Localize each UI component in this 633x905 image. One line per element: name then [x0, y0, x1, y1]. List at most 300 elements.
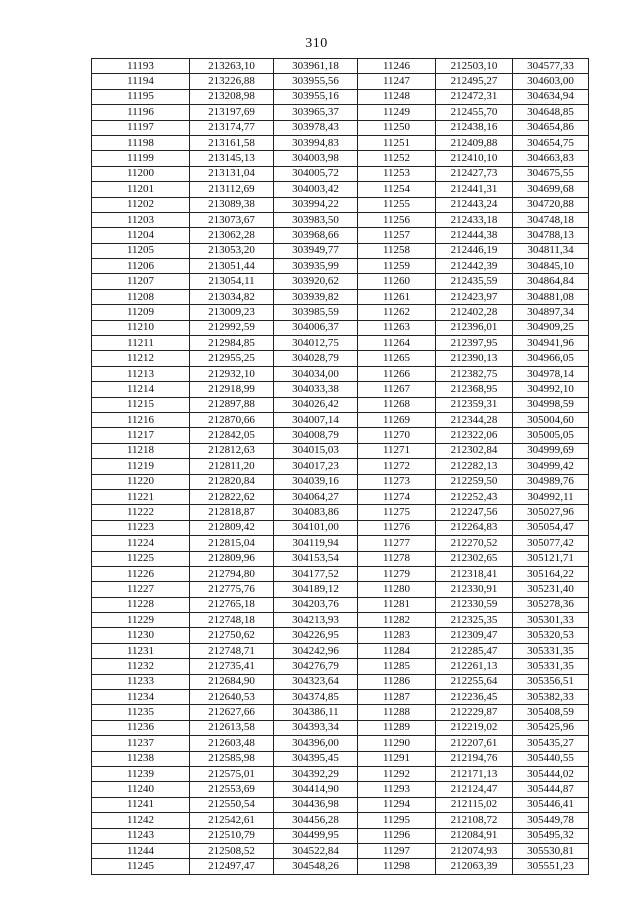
y-coordinate-left-cell: 303939,82 [274, 289, 358, 304]
y-coordinate-right-cell: 305320,53 [513, 628, 589, 643]
point-number-right-cell: 11295 [358, 813, 436, 828]
x-coordinate-right-cell: 212409,88 [436, 135, 513, 150]
x-coordinate-left-cell: 212550,54 [190, 797, 274, 812]
y-coordinate-right-cell: 305382,33 [513, 690, 589, 705]
y-coordinate-left-cell: 304189,12 [274, 582, 358, 597]
x-coordinate-left-cell: 212497,47 [190, 859, 274, 874]
point-number-left-cell: 11203 [92, 212, 190, 227]
y-coordinate-left-cell: 304396,00 [274, 736, 358, 751]
y-coordinate-left-cell: 304026,42 [274, 397, 358, 412]
x-coordinate-left-cell: 213174,77 [190, 120, 274, 135]
y-coordinate-right-cell: 304881,08 [513, 289, 589, 304]
y-coordinate-left-cell: 303935,99 [274, 259, 358, 274]
y-coordinate-right-cell: 305551,23 [513, 859, 589, 874]
x-coordinate-right-cell: 212252,43 [436, 489, 513, 504]
y-coordinate-right-cell: 304811,34 [513, 243, 589, 258]
y-coordinate-left-cell: 303949,77 [274, 243, 358, 258]
x-coordinate-left-cell: 213089,38 [190, 197, 274, 212]
y-coordinate-left-cell: 303920,62 [274, 274, 358, 289]
point-number-right-cell: 11283 [358, 628, 436, 643]
y-coordinate-right-cell: 305231,40 [513, 582, 589, 597]
point-number-right-cell: 11277 [358, 536, 436, 551]
x-coordinate-right-cell: 212229,87 [436, 705, 513, 720]
point-number-right-cell: 11289 [358, 720, 436, 735]
x-coordinate-left-cell: 212510,79 [190, 828, 274, 843]
point-number-left-cell: 11213 [92, 366, 190, 381]
table-row [92, 674, 589, 689]
x-coordinate-right-cell: 212330,91 [436, 582, 513, 597]
y-coordinate-right-cell: 305425,96 [513, 720, 589, 735]
x-coordinate-left-cell: 213009,23 [190, 305, 274, 320]
x-coordinate-left-cell: 212748,71 [190, 643, 274, 658]
x-coordinate-left-cell: 212748,18 [190, 613, 274, 628]
y-coordinate-right-cell: 304864,84 [513, 274, 589, 289]
point-number-right-cell: 11278 [358, 551, 436, 566]
point-number-left-cell: 11245 [92, 859, 190, 874]
point-number-right-cell: 11254 [358, 182, 436, 197]
x-coordinate-left-cell: 212842,05 [190, 428, 274, 443]
y-coordinate-right-cell: 304699,68 [513, 182, 589, 197]
table-row [92, 720, 589, 735]
x-coordinate-right-cell: 212063,39 [436, 859, 513, 874]
point-number-left-cell: 11229 [92, 613, 190, 628]
y-coordinate-left-cell: 304005,72 [274, 166, 358, 181]
x-coordinate-left-cell: 213145,13 [190, 151, 274, 166]
point-number-right-cell: 11296 [358, 828, 436, 843]
y-coordinate-left-cell: 304276,79 [274, 659, 358, 674]
x-coordinate-left-cell: 212640,53 [190, 690, 274, 705]
x-coordinate-right-cell: 212396,01 [436, 320, 513, 335]
table-row [92, 412, 589, 427]
y-coordinate-left-cell: 304015,03 [274, 443, 358, 458]
x-coordinate-left-cell: 212684,90 [190, 674, 274, 689]
y-coordinate-left-cell: 304039,16 [274, 474, 358, 489]
x-coordinate-right-cell: 212255,64 [436, 674, 513, 689]
y-coordinate-right-cell: 305331,35 [513, 643, 589, 658]
x-coordinate-left-cell: 213208,98 [190, 89, 274, 104]
point-number-right-cell: 11294 [358, 797, 436, 812]
x-coordinate-right-cell: 212438,16 [436, 120, 513, 135]
y-coordinate-left-cell: 304033,38 [274, 382, 358, 397]
table-row [92, 243, 589, 258]
point-number-left-cell: 11241 [92, 797, 190, 812]
point-number-right-cell: 11274 [358, 489, 436, 504]
y-coordinate-left-cell: 304386,11 [274, 705, 358, 720]
table-row [92, 320, 589, 335]
y-coordinate-right-cell: 305408,59 [513, 705, 589, 720]
x-coordinate-right-cell: 212455,70 [436, 105, 513, 120]
table-row [92, 659, 589, 674]
x-coordinate-right-cell: 212443,24 [436, 197, 513, 212]
point-number-right-cell: 11259 [358, 259, 436, 274]
point-number-left-cell: 11227 [92, 582, 190, 597]
x-coordinate-left-cell: 213263,10 [190, 59, 274, 74]
y-coordinate-left-cell: 304203,76 [274, 597, 358, 612]
x-coordinate-right-cell: 212124,47 [436, 782, 513, 797]
y-coordinate-right-cell: 304603,00 [513, 74, 589, 89]
point-number-left-cell: 11225 [92, 551, 190, 566]
point-number-left-cell: 11226 [92, 566, 190, 581]
x-coordinate-left-cell: 212984,85 [190, 336, 274, 351]
table-row [92, 782, 589, 797]
table-row [92, 582, 589, 597]
x-coordinate-right-cell: 212503,10 [436, 59, 513, 74]
table-row [92, 828, 589, 843]
y-coordinate-left-cell: 303968,66 [274, 228, 358, 243]
point-number-right-cell: 11249 [358, 105, 436, 120]
point-number-left-cell: 11207 [92, 274, 190, 289]
y-coordinate-right-cell: 304897,34 [513, 305, 589, 320]
x-coordinate-right-cell: 212108,72 [436, 813, 513, 828]
y-coordinate-left-cell: 303994,22 [274, 197, 358, 212]
x-coordinate-left-cell: 212811,20 [190, 459, 274, 474]
table-row [92, 59, 589, 74]
y-coordinate-right-cell: 305440,55 [513, 751, 589, 766]
point-number-right-cell: 11262 [358, 305, 436, 320]
table-row [92, 397, 589, 412]
point-number-right-cell: 11257 [358, 228, 436, 243]
y-coordinate-left-cell: 304064,27 [274, 489, 358, 504]
y-coordinate-right-cell: 305077,42 [513, 536, 589, 551]
x-coordinate-right-cell: 212433,18 [436, 212, 513, 227]
point-number-left-cell: 11193 [92, 59, 190, 74]
table-row [92, 89, 589, 104]
y-coordinate-left-cell: 304374,85 [274, 690, 358, 705]
x-coordinate-right-cell: 212264,83 [436, 520, 513, 535]
x-coordinate-right-cell: 212236,45 [436, 690, 513, 705]
y-coordinate-left-cell: 304101,00 [274, 520, 358, 535]
table-row [92, 797, 589, 812]
table-row [92, 336, 589, 351]
table-row [92, 228, 589, 243]
point-number-left-cell: 11230 [92, 628, 190, 643]
x-coordinate-left-cell: 212822,62 [190, 489, 274, 504]
y-coordinate-right-cell: 304675,55 [513, 166, 589, 181]
table-row [92, 643, 589, 658]
point-number-left-cell: 11244 [92, 843, 190, 858]
point-number-left-cell: 11206 [92, 259, 190, 274]
y-coordinate-right-cell: 304748,18 [513, 212, 589, 227]
x-coordinate-left-cell: 213034,82 [190, 289, 274, 304]
x-coordinate-left-cell: 212542,61 [190, 813, 274, 828]
x-coordinate-left-cell: 212794,80 [190, 566, 274, 581]
table-row [92, 859, 589, 874]
y-coordinate-left-cell: 304007,14 [274, 412, 358, 427]
x-coordinate-right-cell: 212261,13 [436, 659, 513, 674]
point-number-left-cell: 11210 [92, 320, 190, 335]
table-row [92, 197, 589, 212]
point-number-right-cell: 11272 [358, 459, 436, 474]
point-number-right-cell: 11261 [358, 289, 436, 304]
x-coordinate-left-cell: 213053,20 [190, 243, 274, 258]
y-coordinate-right-cell: 305004,60 [513, 412, 589, 427]
point-number-left-cell: 11242 [92, 813, 190, 828]
point-number-left-cell: 11236 [92, 720, 190, 735]
point-number-right-cell: 11275 [358, 505, 436, 520]
x-coordinate-left-cell: 212553,69 [190, 782, 274, 797]
point-number-right-cell: 11280 [358, 582, 436, 597]
table-row [92, 382, 589, 397]
table-row [92, 459, 589, 474]
point-number-right-cell: 11284 [358, 643, 436, 658]
point-number-left-cell: 11197 [92, 120, 190, 135]
point-number-right-cell: 11265 [358, 351, 436, 366]
table-row [92, 813, 589, 828]
y-coordinate-left-cell: 303955,16 [274, 89, 358, 104]
point-number-left-cell: 11238 [92, 751, 190, 766]
table-row [92, 474, 589, 489]
point-number-left-cell: 11234 [92, 690, 190, 705]
point-number-left-cell: 11237 [92, 736, 190, 751]
y-coordinate-left-cell: 303978,43 [274, 120, 358, 135]
y-coordinate-right-cell: 304648,85 [513, 105, 589, 120]
table-row [92, 551, 589, 566]
point-number-left-cell: 11201 [92, 182, 190, 197]
y-coordinate-left-cell: 303965,37 [274, 105, 358, 120]
point-number-left-cell: 11211 [92, 336, 190, 351]
y-coordinate-right-cell: 304663,83 [513, 151, 589, 166]
point-number-right-cell: 11251 [358, 135, 436, 150]
point-number-right-cell: 11270 [358, 428, 436, 443]
table-row [92, 182, 589, 197]
table-row [92, 751, 589, 766]
point-number-right-cell: 11285 [358, 659, 436, 674]
y-coordinate-right-cell: 305435,27 [513, 736, 589, 751]
table-row [92, 489, 589, 504]
point-number-right-cell: 11250 [358, 120, 436, 135]
x-coordinate-left-cell: 212820,84 [190, 474, 274, 489]
coordinates-table [91, 58, 589, 875]
table-row [92, 536, 589, 551]
table-row [92, 628, 589, 643]
x-coordinate-left-cell: 213131,04 [190, 166, 274, 181]
point-number-left-cell: 11199 [92, 151, 190, 166]
x-coordinate-left-cell: 213073,67 [190, 212, 274, 227]
x-coordinate-right-cell: 212259,50 [436, 474, 513, 489]
point-number-left-cell: 11231 [92, 643, 190, 658]
table-row [92, 505, 589, 520]
y-coordinate-right-cell: 305278,36 [513, 597, 589, 612]
x-coordinate-left-cell: 212992,59 [190, 320, 274, 335]
x-coordinate-right-cell: 212344,28 [436, 412, 513, 427]
table-row [92, 351, 589, 366]
x-coordinate-left-cell: 213051,44 [190, 259, 274, 274]
y-coordinate-left-cell: 304242,96 [274, 643, 358, 658]
x-coordinate-right-cell: 212390,13 [436, 351, 513, 366]
table-row [92, 597, 589, 612]
y-coordinate-right-cell: 304941,96 [513, 336, 589, 351]
x-coordinate-left-cell: 212809,42 [190, 520, 274, 535]
table-row [92, 736, 589, 751]
point-number-left-cell: 11216 [92, 412, 190, 427]
x-coordinate-left-cell: 212508,52 [190, 843, 274, 858]
point-number-right-cell: 11264 [358, 336, 436, 351]
table-row [92, 74, 589, 89]
x-coordinate-right-cell: 212397,95 [436, 336, 513, 351]
x-coordinate-left-cell: 212627,66 [190, 705, 274, 720]
y-coordinate-right-cell: 305054,47 [513, 520, 589, 535]
point-number-left-cell: 11232 [92, 659, 190, 674]
y-coordinate-left-cell: 304392,29 [274, 766, 358, 781]
y-coordinate-right-cell: 304999,69 [513, 443, 589, 458]
point-number-right-cell: 11269 [358, 412, 436, 427]
point-number-left-cell: 11212 [92, 351, 190, 366]
y-coordinate-left-cell: 303985,59 [274, 305, 358, 320]
point-number-left-cell: 11195 [92, 89, 190, 104]
x-coordinate-left-cell: 213062,28 [190, 228, 274, 243]
table-body [92, 59, 589, 875]
point-number-right-cell: 11252 [358, 151, 436, 166]
x-coordinate-left-cell: 212775,76 [190, 582, 274, 597]
x-coordinate-left-cell: 212918,99 [190, 382, 274, 397]
y-coordinate-right-cell: 304909,25 [513, 320, 589, 335]
point-number-left-cell: 11202 [92, 197, 190, 212]
x-coordinate-right-cell: 212435,59 [436, 274, 513, 289]
y-coordinate-right-cell: 305121,71 [513, 551, 589, 566]
x-coordinate-right-cell: 212441,31 [436, 182, 513, 197]
point-number-left-cell: 11221 [92, 489, 190, 504]
x-coordinate-left-cell: 212812,63 [190, 443, 274, 458]
x-coordinate-right-cell: 212247,56 [436, 505, 513, 520]
x-coordinate-left-cell: 213112,69 [190, 182, 274, 197]
page-number: 310 [305, 36, 328, 51]
point-number-left-cell: 11194 [92, 74, 190, 89]
point-number-right-cell: 11279 [358, 566, 436, 581]
y-coordinate-left-cell: 304177,52 [274, 566, 358, 581]
y-coordinate-left-cell: 303955,56 [274, 74, 358, 89]
x-coordinate-right-cell: 212368,95 [436, 382, 513, 397]
point-number-left-cell: 11214 [92, 382, 190, 397]
x-coordinate-left-cell: 213197,69 [190, 105, 274, 120]
x-coordinate-right-cell: 212074,93 [436, 843, 513, 858]
point-number-left-cell: 11222 [92, 505, 190, 520]
x-coordinate-left-cell: 213226,88 [190, 74, 274, 89]
point-number-left-cell: 11223 [92, 520, 190, 535]
x-coordinate-right-cell: 212442,39 [436, 259, 513, 274]
y-coordinate-left-cell: 304213,93 [274, 613, 358, 628]
y-coordinate-right-cell: 304998,59 [513, 397, 589, 412]
x-coordinate-right-cell: 212325,35 [436, 613, 513, 628]
y-coordinate-right-cell: 305331,35 [513, 659, 589, 674]
table-row [92, 843, 589, 858]
x-coordinate-right-cell: 212309,47 [436, 628, 513, 643]
x-coordinate-left-cell: 212955,25 [190, 351, 274, 366]
y-coordinate-right-cell: 305449,78 [513, 813, 589, 828]
point-number-right-cell: 11246 [358, 59, 436, 74]
point-number-right-cell: 11290 [358, 736, 436, 751]
point-number-left-cell: 11240 [92, 782, 190, 797]
point-number-right-cell: 11271 [358, 443, 436, 458]
x-coordinate-right-cell: 212302,84 [436, 443, 513, 458]
y-coordinate-right-cell: 304992,11 [513, 489, 589, 504]
table-row [92, 151, 589, 166]
table-row [92, 613, 589, 628]
point-number-right-cell: 11255 [358, 197, 436, 212]
x-coordinate-right-cell: 212084,91 [436, 828, 513, 843]
table-row [92, 289, 589, 304]
point-number-right-cell: 11293 [358, 782, 436, 797]
table-row [92, 366, 589, 381]
y-coordinate-left-cell: 304119,94 [274, 536, 358, 551]
x-coordinate-right-cell: 212285,47 [436, 643, 513, 658]
y-coordinate-left-cell: 304153,54 [274, 551, 358, 566]
point-number-left-cell: 11219 [92, 459, 190, 474]
point-number-left-cell: 11235 [92, 705, 190, 720]
table-row [92, 443, 589, 458]
table-row [92, 135, 589, 150]
y-coordinate-left-cell: 304522,84 [274, 843, 358, 858]
point-number-left-cell: 11196 [92, 105, 190, 120]
point-number-left-cell: 11239 [92, 766, 190, 781]
y-coordinate-left-cell: 304226,95 [274, 628, 358, 643]
y-coordinate-right-cell: 305356,51 [513, 674, 589, 689]
x-coordinate-right-cell: 212282,13 [436, 459, 513, 474]
y-coordinate-left-cell: 303983,50 [274, 212, 358, 227]
y-coordinate-right-cell: 305005,05 [513, 428, 589, 443]
x-coordinate-right-cell: 212318,41 [436, 566, 513, 581]
x-coordinate-right-cell: 212115,02 [436, 797, 513, 812]
x-coordinate-left-cell: 213054,11 [190, 274, 274, 289]
point-number-right-cell: 11297 [358, 843, 436, 858]
y-coordinate-left-cell: 304499,95 [274, 828, 358, 843]
x-coordinate-left-cell: 212750,62 [190, 628, 274, 643]
y-coordinate-left-cell: 303961,18 [274, 59, 358, 74]
x-coordinate-right-cell: 212446,19 [436, 243, 513, 258]
x-coordinate-left-cell: 213161,58 [190, 135, 274, 150]
table-row [92, 120, 589, 135]
x-coordinate-right-cell: 212302,65 [436, 551, 513, 566]
table-row [92, 105, 589, 120]
y-coordinate-right-cell: 305446,41 [513, 797, 589, 812]
y-coordinate-left-cell: 304395,45 [274, 751, 358, 766]
point-number-right-cell: 11248 [358, 89, 436, 104]
y-coordinate-right-cell: 304577,33 [513, 59, 589, 74]
point-number-left-cell: 11233 [92, 674, 190, 689]
table-row [92, 212, 589, 227]
point-number-right-cell: 11266 [358, 366, 436, 381]
point-number-right-cell: 11273 [358, 474, 436, 489]
table-row [92, 520, 589, 535]
y-coordinate-left-cell: 304003,42 [274, 182, 358, 197]
x-coordinate-right-cell: 212382,75 [436, 366, 513, 381]
x-coordinate-left-cell: 212809,96 [190, 551, 274, 566]
x-coordinate-left-cell: 212765,18 [190, 597, 274, 612]
y-coordinate-left-cell: 304436,98 [274, 797, 358, 812]
point-number-right-cell: 11287 [358, 690, 436, 705]
x-coordinate-left-cell: 212613,58 [190, 720, 274, 735]
point-number-right-cell: 11258 [358, 243, 436, 258]
point-number-left-cell: 11217 [92, 428, 190, 443]
x-coordinate-right-cell: 212270,52 [436, 536, 513, 551]
x-coordinate-right-cell: 212207,61 [436, 736, 513, 751]
y-coordinate-left-cell: 304414,90 [274, 782, 358, 797]
y-coordinate-left-cell: 304456,28 [274, 813, 358, 828]
y-coordinate-right-cell: 304966,05 [513, 351, 589, 366]
y-coordinate-left-cell: 304083,86 [274, 505, 358, 520]
y-coordinate-right-cell: 305027,96 [513, 505, 589, 520]
y-coordinate-left-cell: 304548,26 [274, 859, 358, 874]
y-coordinate-left-cell: 304003,98 [274, 151, 358, 166]
x-coordinate-left-cell: 212603,48 [190, 736, 274, 751]
point-number-left-cell: 11198 [92, 135, 190, 150]
y-coordinate-left-cell: 303994,83 [274, 135, 358, 150]
table-row [92, 428, 589, 443]
x-coordinate-left-cell: 212735,41 [190, 659, 274, 674]
point-number-right-cell: 11286 [358, 674, 436, 689]
point-number-left-cell: 11220 [92, 474, 190, 489]
x-coordinate-right-cell: 212444,38 [436, 228, 513, 243]
y-coordinate-right-cell: 305444,02 [513, 766, 589, 781]
